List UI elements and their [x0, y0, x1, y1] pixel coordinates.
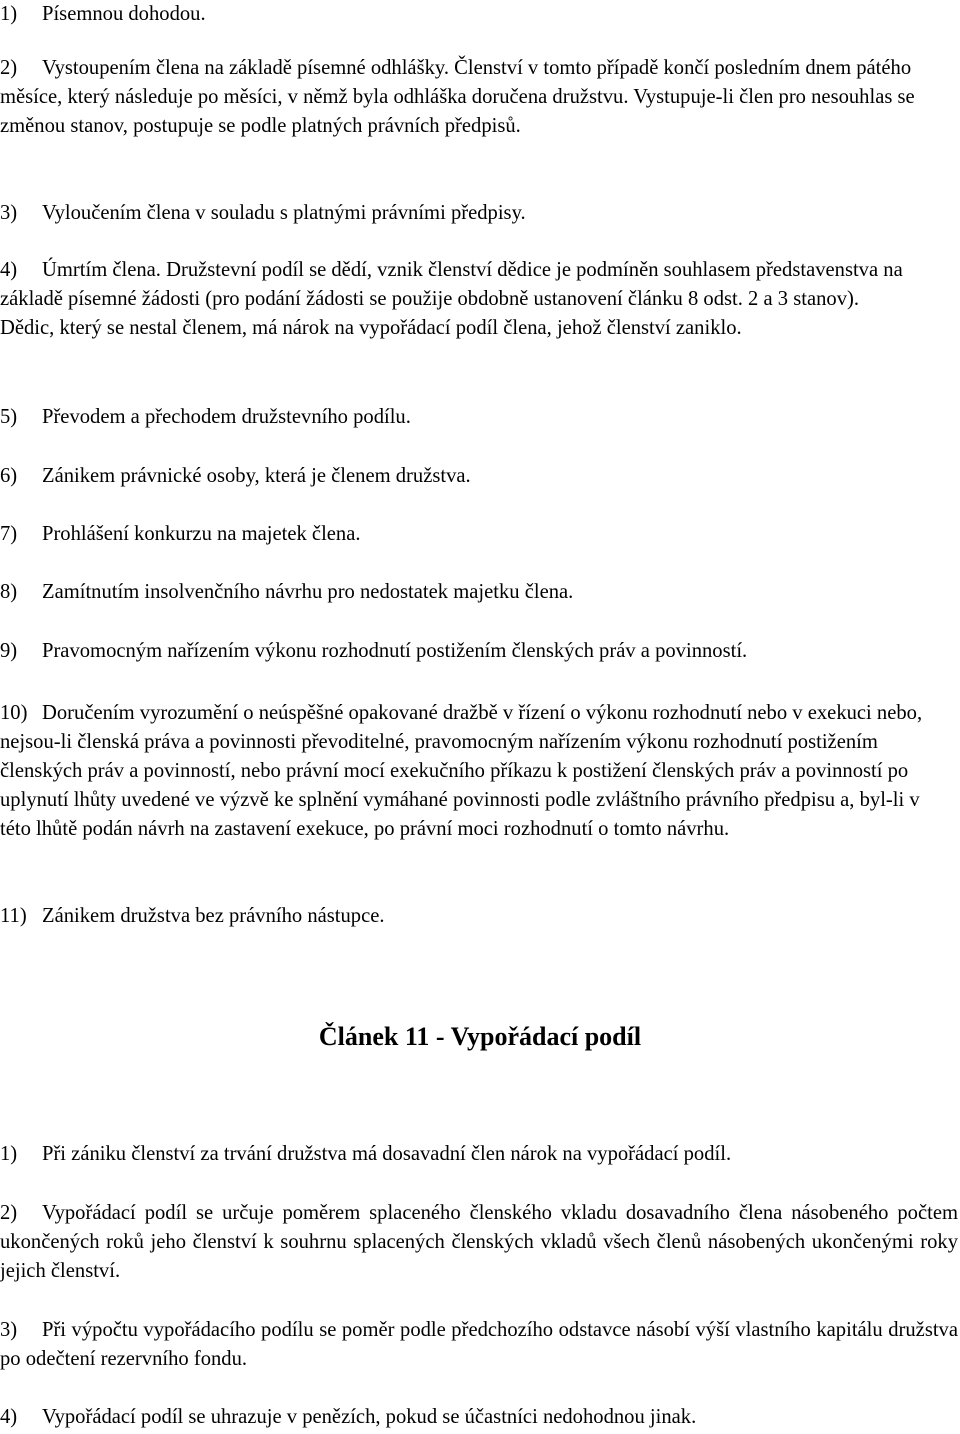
list-item: [0, 1140, 958, 1169]
item-number: 2): [0, 1202, 18, 1224]
item-number: 2): [0, 57, 18, 79]
item-number: 6): [0, 465, 18, 487]
list-item: [0, 462, 958, 491]
list-item: [0, 256, 915, 343]
item-text: Při zániku členství za trvání družstva má dosavadní člen nárok na vypořádací podíl.: [42, 1143, 732, 1165]
item-number: 10): [0, 702, 28, 724]
item-number: 11): [0, 905, 27, 927]
item-text: Zánikem právnické osoby, která je členem družstva.: [42, 465, 471, 487]
list-item: [0, 578, 958, 607]
item-text: Úmrtím člena. Družstevní podíl se dědí, vznik členství dědice je podmíněn souhlasem představenstva na základě písemné žádosti (pro podání žádosti se použije obdobně ustanovení článku 8 odst. 2 a 3 stanov). Dědic, který se nestal členem, má nárok na vypořádací podíl člena, jehož členství zaniklo.: [0, 259, 903, 339]
item-number: 9): [0, 640, 18, 662]
item-number: 1): [0, 1143, 18, 1165]
list-item: [0, 902, 958, 931]
item-text: Zamítnutím insolvenčního návrhu pro nedostatek majetku člena.: [42, 581, 574, 603]
list-item: [0, 54, 920, 141]
item-number: 5): [0, 406, 18, 428]
list-item: [0, 699, 935, 844]
article-heading: Článek 11 - Vypořádací podíl: [318, 1022, 642, 1051]
item-text: Prohlášení konkurzu na majetek člena.: [42, 523, 361, 545]
item-text: Písemnou dohodou.: [42, 3, 206, 25]
list-item: [0, 1316, 958, 1374]
item-text: Převodem a přechodem družstevního podílu.: [42, 406, 411, 428]
item-number: 3): [0, 1319, 18, 1341]
item-text: Vyloučením člena v souladu s platnými právními předpisy.: [42, 202, 526, 224]
item-text: Vystoupením člena na základě písemné odhlášky. Členství v tomto případě končí posledním dnem pátého měsíce, který následuje po měsíci, v němž byla odhláška doručena družstvu. Vystupuje-li člen pro nesouhlas se změnou stanov, postupuje se podle platných právních předpisů.: [0, 57, 915, 137]
list-item: [0, 1199, 958, 1286]
item-number: 4): [0, 259, 18, 281]
list-item: [0, 403, 958, 432]
item-text: Vypořádací podíl se určuje poměrem splaceného členského vkladu dosavadního člena násobeného počtem ukončených roků jeho členství k souhrnu splacených členských vkladů všech členů násobených ukončenými roky jejich členství.: [0, 1202, 958, 1282]
item-number: 1): [0, 3, 18, 25]
item-text: Pravomocným nařízením výkonu rozhodnutí postižením členských práv a povinností.: [42, 640, 748, 662]
list-item: [0, 1403, 958, 1432]
item-number: 3): [0, 202, 18, 224]
item-text: Zánikem družstva bez právního nástupce.: [42, 905, 385, 927]
item-text: Vypořádací podíl se uhrazuje v penězích, pokud se účastníci nedohodnou jinak.: [42, 1406, 697, 1428]
list-item: [0, 520, 958, 549]
item-text: Při výpočtu vypořádacího podílu se poměr podle předchozího odstavce násobí výší vlastního kapitálu družstva po odečtení rezervního fondu.: [0, 1319, 958, 1370]
item-number: 4): [0, 1406, 18, 1428]
list-item: [0, 199, 958, 228]
item-number: 8): [0, 581, 18, 603]
item-text: Doručením vyrozumění o neúspěšné opakované dražbě v řízení o výkonu rozhodnutí nebo v exekuci nebo, nejsou-li členská práva a povinnosti převoditelné, pravomocným nařízením výkonu rozhodnutí postižením členských práv a povinností, nebo právní mocí exekučního příkazu k postižení členských práv a povinností po uplynutí lhůty uvedené ve výzvě ke splnění vymáhané povinnosti podle zvláštního právního předpisu a, byl-li v této lhůtě podán návrh na zastavení exekuce, po právní moci rozhodnutí o tomto návrhu.: [0, 702, 923, 840]
list-item: [0, 637, 958, 666]
list-item: [0, 0, 958, 29]
item-number: 7): [0, 523, 18, 545]
